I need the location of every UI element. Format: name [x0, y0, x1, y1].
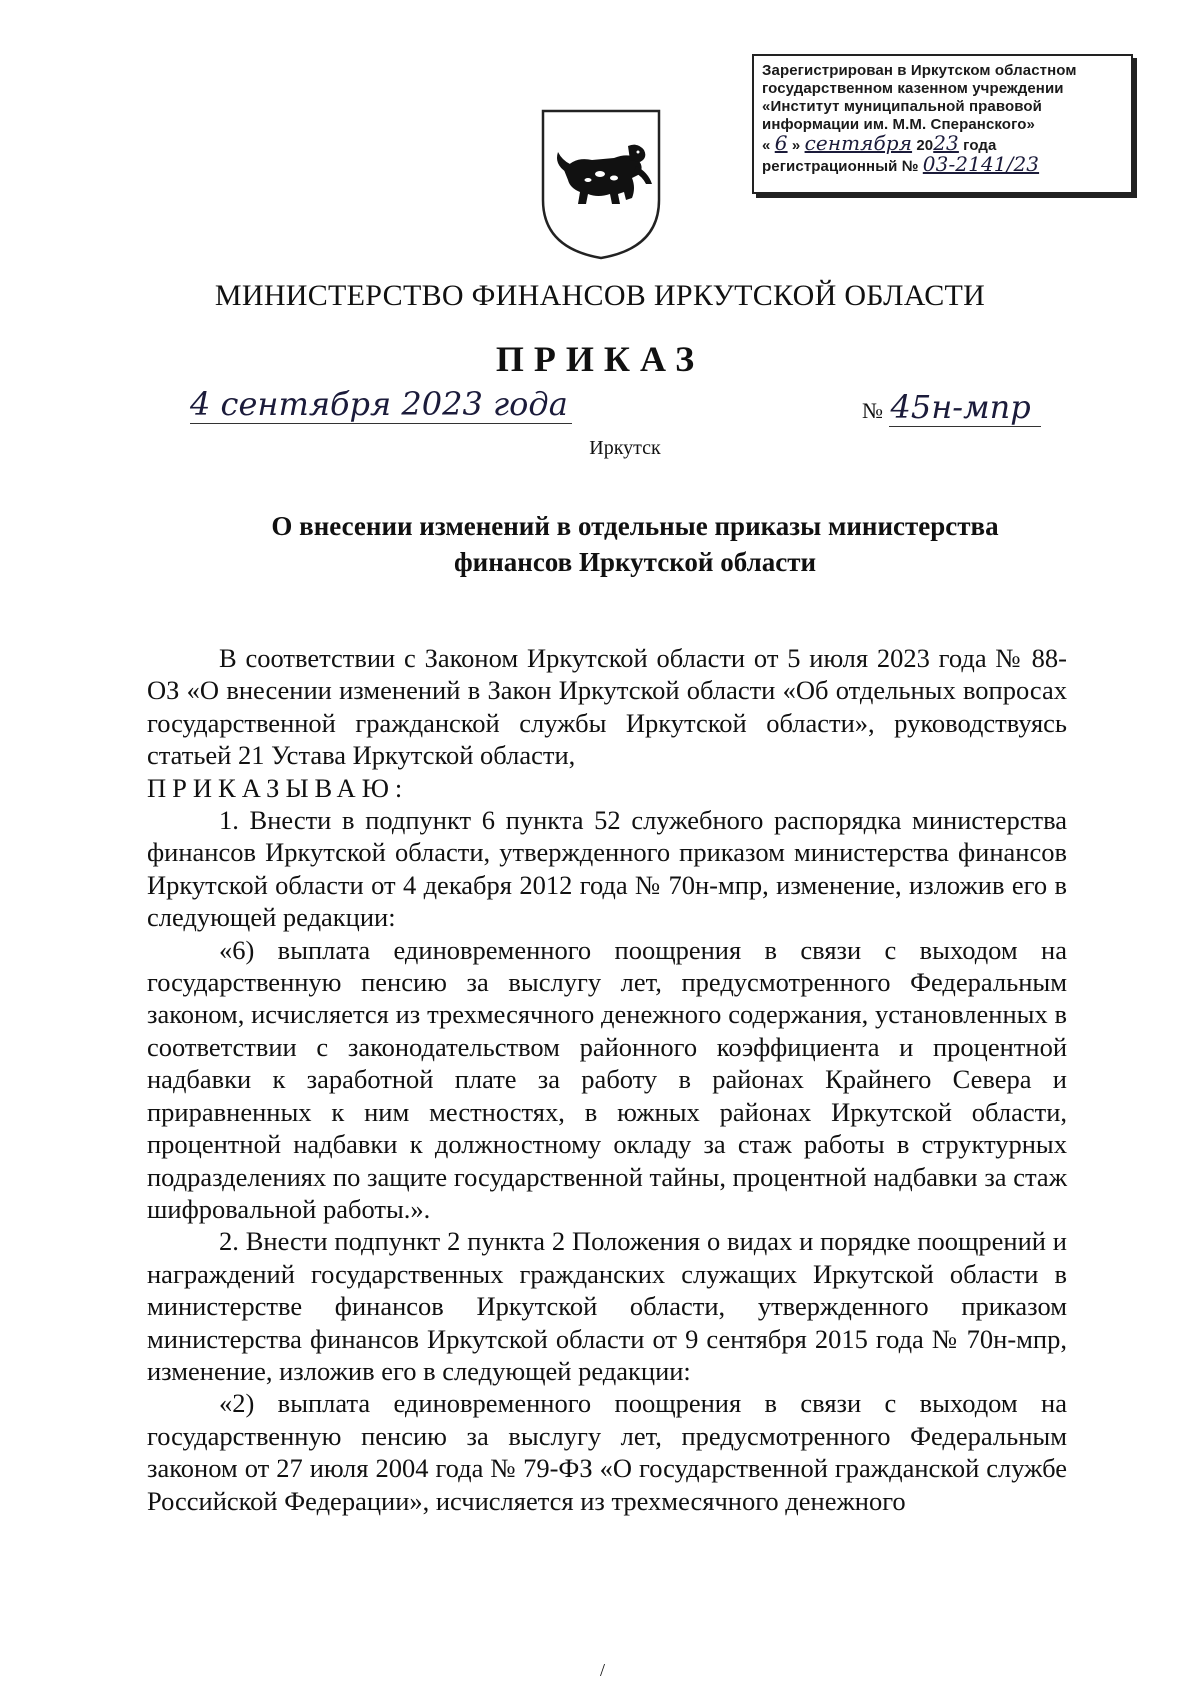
- page-mark: /: [600, 1660, 606, 1680]
- stamp-date-year-prefix: 20: [916, 137, 934, 154]
- stamp-date-year-suffix: года: [963, 137, 997, 154]
- stamp-date-month: сентября: [804, 131, 913, 155]
- stamp-line-1: Зарегистрирован в Иркутском областном: [762, 62, 1077, 79]
- stamp-date-mid: »: [791, 137, 801, 154]
- paragraph-item-1-text: «6) выплата единовременного поощрения в связи с выходом на государственную пенсию за выслугу лет, предусмотренного Федеральным законом, исчисляется из трехмесячного денежного содержания, установленных в соответствии с законодательством районного коэффициента и процентной надбавки к заработной плате за работу в районах Крайнего Севера и приравненных к ним местностях, в южных районах Иркутской области, процентной надбавки к должностному окладу за стаж работы в структурных подразделениях по защите государственной тайны, процентной надбавки за стаж шифровальной работы.».: [147, 934, 1067, 1224]
- stamp-date-day: 6: [774, 131, 788, 155]
- stamp-line-4: информации им. М.М. Сперанского»: [762, 116, 1035, 133]
- city: Иркутск: [589, 437, 661, 459]
- stamp-date-open: «: [762, 137, 771, 154]
- registration-stamp: [752, 54, 1133, 194]
- title-line-1: О внесении изменений в отдельные приказы министерства: [271, 511, 999, 541]
- stamp-line-3: «Институт муниципальной правовой: [762, 98, 1042, 115]
- document-title: [240, 508, 1030, 580]
- document-type: ПРИКАЗ: [495, 339, 705, 379]
- stamp-reg-number: 03-2141/23: [922, 152, 1040, 176]
- stamp-date-year: 23: [933, 131, 959, 155]
- stamp-reg-line: [762, 152, 1123, 176]
- paragraph-item-1: 1. Внести в подпункт 6 пункта 52 служебного распорядка министерства финансов Иркутской области, утвержденного приказом министерства финансов Иркутской области от 4 декабря 2012 года № 70н-мпр, изменение, изложив его в следующей редакции:: [147, 805, 1067, 933]
- stamp-reg-label: регистрационный №: [762, 158, 919, 175]
- number-value: 45н-мпр: [889, 388, 1041, 427]
- document-body: [147, 642, 1067, 1517]
- paragraph-item-2: 2. Внести подпункт 2 пункта 2 Положения о видах и порядке поощрений и награждений государственных гражданских служащих Иркутской области в министерстве финансов Иркутской области, утвержденного приказом министерства финансов Иркутской области от 9 сентября 2015 года № 70н-мпр, изменение, изложив его в следующей редакции:: [147, 1226, 1067, 1386]
- number-prefix: №: [862, 398, 883, 423]
- order-word: ПРИКАЗЫВАЮ:: [147, 772, 409, 803]
- ministry-name: МИНИСТЕРСТВО ФИНАНСОВ ИРКУТСКОЙ ОБЛАСТИ: [214, 279, 986, 312]
- paragraph-preamble: В соответствии с Законом Иркутской области от 5 июля 2023 года № 88-ОЗ «О внесении изменений в Закон Иркутской области «Об отдельных вопросах государственной гражданской службы Иркутской области», руководствуясь статьей 21 Устава Иркутской области,: [147, 643, 1067, 771]
- stamp-line-2: государственном казенном учреждении: [762, 80, 1064, 97]
- title-line-2: финансов Иркутской области: [453, 547, 817, 577]
- order-date: 4 сентября 2023 года: [190, 385, 572, 424]
- order-number: [862, 388, 1041, 426]
- paragraph-item-2-text: «2) выплата единовременного поощрения в связи с выходом на государственную пенсию за выслугу лет, предусмотренного Федеральным законом от 27 июля 2004 года № 79-ФЗ «О государственной гражданской службе Российской Федерации», исчисляется из трехмесячного денежного: [147, 1388, 1067, 1516]
- coat-of-arms-icon: [540, 108, 662, 260]
